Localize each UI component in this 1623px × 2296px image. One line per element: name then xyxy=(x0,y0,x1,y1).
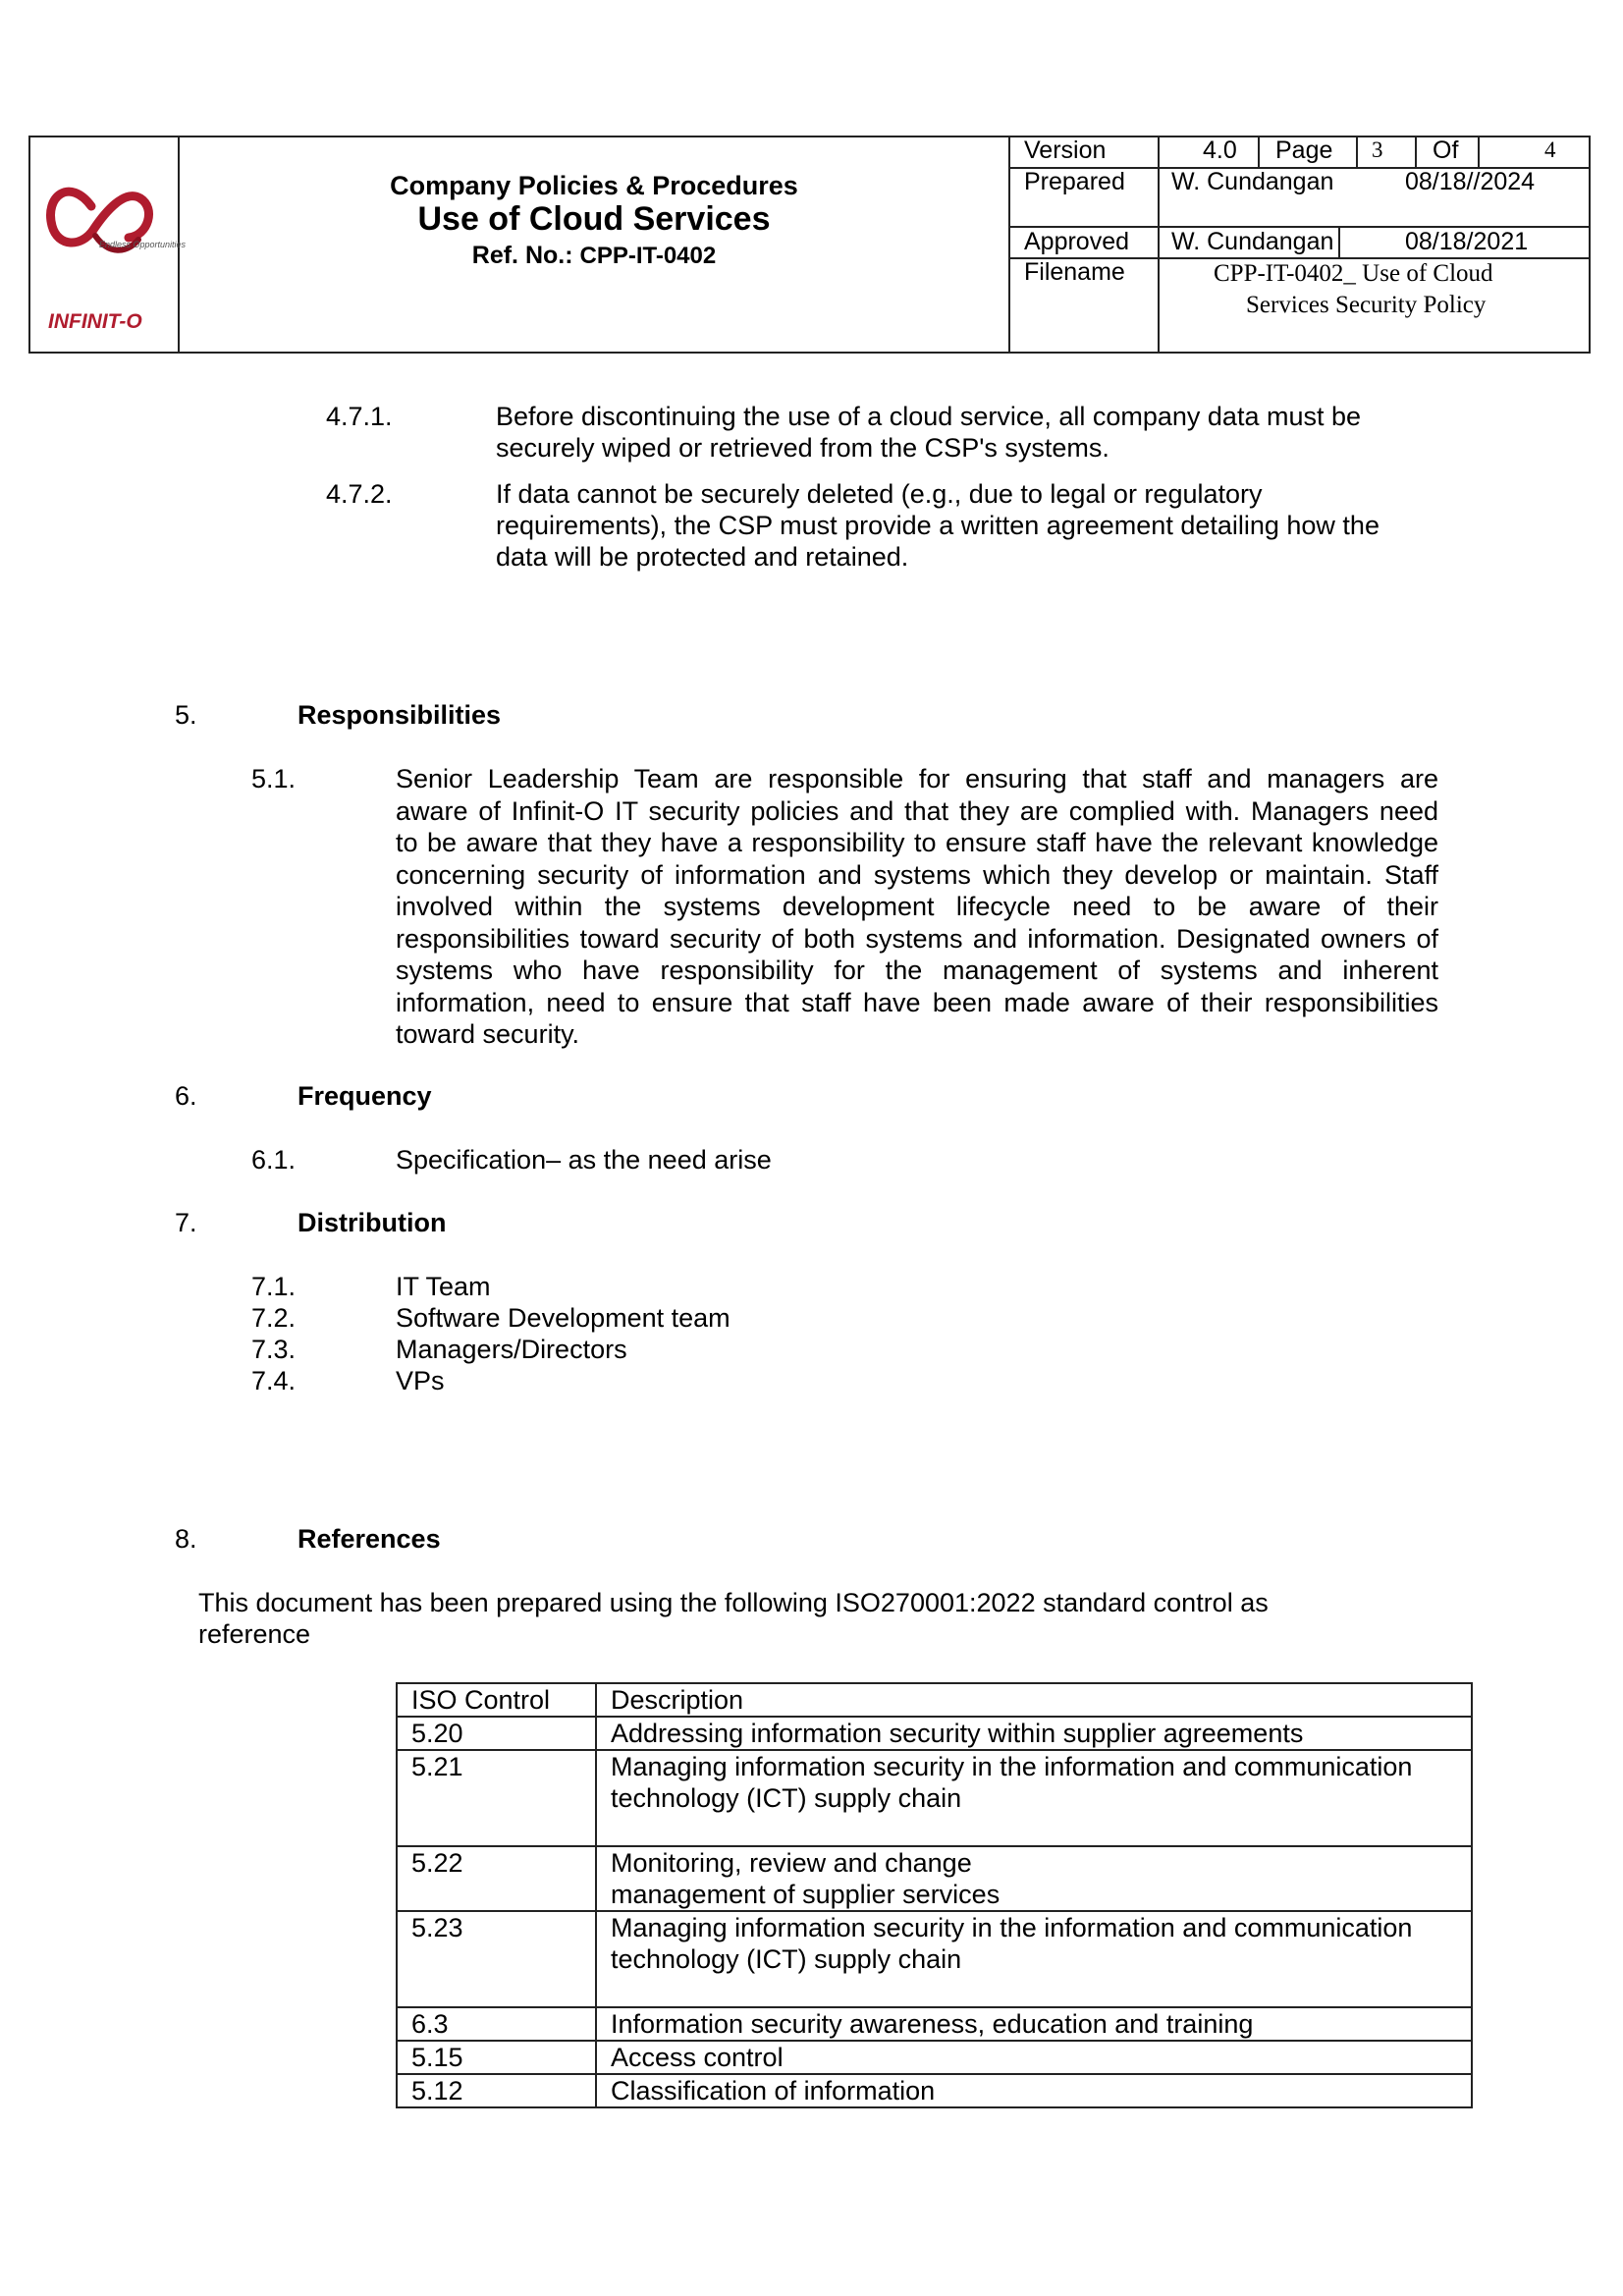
clause-4-7-2-line-3: data will be protected and retained. xyxy=(496,542,909,572)
references-intro-line-1: This document has been prepared using the following ISO270001:2022 standard control as xyxy=(198,1588,1269,1617)
page-total: 4 xyxy=(1544,137,1556,162)
table-row xyxy=(397,1717,1472,1750)
references-intro-line-2: reference xyxy=(198,1619,311,1649)
description-line: technology (ICT) supply chain xyxy=(611,1783,962,1813)
ref-label: Ref. No.: xyxy=(471,242,573,269)
description-cell xyxy=(596,1717,1472,1750)
section-7-number: 7. xyxy=(175,1208,197,1237)
logo-cell xyxy=(30,137,187,352)
section-6-title: Frequency xyxy=(298,1081,432,1111)
page-number: 3 xyxy=(1372,137,1383,162)
clause-5-1-line: responsibilities toward security of both systems and information. Designated owners of xyxy=(396,923,1438,954)
iso-control-cell: 5.20 xyxy=(397,1717,596,1750)
distribution-item-number: 7.3. xyxy=(251,1335,297,1364)
filename-label: Filename xyxy=(1024,258,1125,286)
clause-5-1-line: Senior Leadership Team are responsible for ensuring that staff and managers are xyxy=(396,764,1438,793)
iso-control-cell: 5.15 xyxy=(397,2041,596,2074)
iso-control-cell: 6.3 xyxy=(397,2007,596,2041)
version-label: Version xyxy=(1024,137,1107,164)
description-line: management of supplier services xyxy=(611,1880,1001,1909)
description-cell xyxy=(596,2007,1472,2041)
description-line: Addressing information security within supplier agreements xyxy=(611,1719,1304,1748)
section-6-number: 6. xyxy=(175,1081,197,1111)
version-value: 4.0 xyxy=(1203,137,1237,164)
clause-5-1-paragraph xyxy=(396,763,1438,1051)
clause-5-1-line: involved within the systems development lifecycle need to be aware of their xyxy=(396,892,1438,921)
reference-number xyxy=(180,242,1008,270)
iso-control-cell: 5.22 xyxy=(397,1846,596,1911)
table-row xyxy=(397,2007,1472,2041)
distribution-item: Software Development team xyxy=(396,1303,730,1333)
description-cell xyxy=(596,2074,1472,2107)
table-row xyxy=(397,1750,1472,1846)
title-cell xyxy=(180,137,1010,352)
policy-heading: Company Policies & Procedures xyxy=(390,171,798,200)
logo-wordmark: INFINIT-O xyxy=(48,310,142,333)
clause-number-4-7-1: 4.7.1. xyxy=(326,402,393,431)
clause-5-1-line: to be aware that they have a responsibility to ensure staff have the relevant knowledge xyxy=(396,828,1438,857)
description-cell xyxy=(596,1846,1472,1911)
logo-tagline: Endless Opportunities xyxy=(99,240,187,249)
clause-number-4-7-2: 4.7.2. xyxy=(326,479,393,509)
clause-4-7-1-line-2: securely wiped or retrieved from the CSP's systems. xyxy=(496,433,1109,463)
description-line: Monitoring, review and change xyxy=(611,1848,972,1878)
approved-label: Approved xyxy=(1024,228,1130,255)
table-row xyxy=(397,2074,1472,2107)
description-line: Managing information security in the information and communication xyxy=(611,1752,1413,1781)
clause-5-1-line: systems who have responsibility for the management of systems and inherent xyxy=(396,956,1438,985)
description-cell xyxy=(596,2041,1472,2074)
clause-5-1-line: concerning security of information and systems which they develop or maintain. Staff xyxy=(396,859,1438,890)
description-line: Managing information security in the information and communication xyxy=(611,1913,1413,1942)
section-7-title: Distribution xyxy=(298,1208,447,1237)
document-header xyxy=(28,136,1591,354)
clause-5-1-line: information, need to ensure that staff have been made aware of their responsibilities xyxy=(396,987,1438,1017)
filename-line2: Services Security Policy xyxy=(1246,292,1487,318)
distribution-item: IT Team xyxy=(396,1272,491,1301)
clause-number-5-1: 5.1. xyxy=(251,764,297,793)
clause-number-6-1: 6.1. xyxy=(251,1145,297,1175)
description-cell xyxy=(596,1750,1472,1846)
clause-4-7-1-line-1: Before discontinuing the use of a cloud service, all company data must be xyxy=(496,402,1362,431)
section-8-title: References xyxy=(298,1524,441,1554)
filename-line1: CPP-IT-0402_ Use of Cloud xyxy=(1214,260,1493,287)
table-row xyxy=(397,1911,1472,2007)
description-line: Access control xyxy=(611,2043,784,2072)
clause-5-1-line: toward security. xyxy=(396,1019,580,1049)
distribution-item: VPs xyxy=(396,1366,445,1395)
table-header-row xyxy=(397,1683,1472,1717)
iso-control-cell: 5.12 xyxy=(397,2074,596,2107)
distribution-item-number: 7.4. xyxy=(251,1366,297,1395)
approved-date: 08/18/2021 xyxy=(1405,228,1529,255)
distribution-item: Managers/Directors xyxy=(396,1335,627,1364)
section-8-number: 8. xyxy=(175,1524,197,1554)
table-row xyxy=(397,1846,1472,1911)
iso-controls-table xyxy=(396,1682,1473,2108)
prepared-label: Prepared xyxy=(1024,168,1125,195)
distribution-item-number: 7.1. xyxy=(251,1272,297,1301)
iso-control-cell: 5.21 xyxy=(397,1750,596,1846)
table-header-cell: Description xyxy=(596,1683,1472,1717)
clause-6-1-text: Specification– as the need arise xyxy=(396,1145,772,1175)
clause-5-1-line: aware of Infinit-O IT security policies and that they are complied with. Managers need xyxy=(396,795,1438,826)
description-line: Information security awareness, education and training xyxy=(611,2009,1254,2039)
section-5-number: 5. xyxy=(175,700,197,730)
prepared-date: 08/18//2024 xyxy=(1405,168,1536,195)
clause-4-7-2-line-2: requirements), the CSP must provide a written agreement detailing how the xyxy=(496,511,1380,540)
clause-4-7-2-line-1: If data cannot be securely deleted (e.g., due to legal or regulatory xyxy=(496,479,1263,509)
distribution-item-number: 7.2. xyxy=(251,1303,297,1333)
of-label: Of xyxy=(1433,137,1459,164)
section-5-title: Responsibilities xyxy=(298,700,502,730)
document-metadata xyxy=(1010,137,1589,352)
description-line: technology (ICT) supply chain xyxy=(611,1944,962,1974)
table-row xyxy=(397,2041,1472,2074)
description-cell xyxy=(596,1911,1472,2007)
description-line: Classification of information xyxy=(611,2076,936,2105)
approved-by: W. Cundangan xyxy=(1171,228,1334,255)
page-label: Page xyxy=(1275,137,1333,164)
policy-title: Use of Cloud Services xyxy=(417,200,771,238)
iso-control-cell: 5.23 xyxy=(397,1911,596,2007)
ref-value: CPP-IT-0402 xyxy=(579,243,717,269)
prepared-by: W. Cundangan xyxy=(1171,168,1334,195)
table-header-cell: ISO Control xyxy=(397,1683,596,1717)
